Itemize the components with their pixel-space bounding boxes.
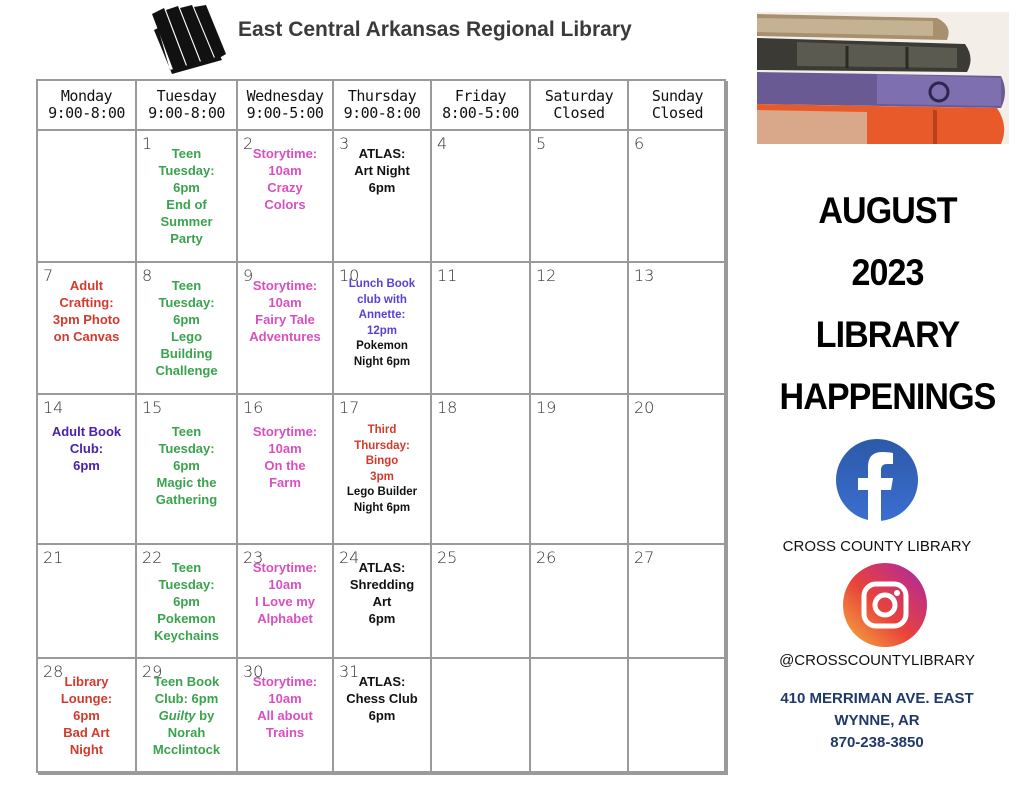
event-line: Bingo: [365, 455, 399, 467]
event-line: Challenge: [155, 363, 218, 378]
day-name: Sunday: [651, 87, 704, 105]
event-line: Summer: [160, 214, 213, 229]
event-line: 6pm: [368, 180, 396, 195]
event-line: Party: [170, 231, 203, 246]
address-street: 410 MERRIMAN AVE. EAST: [780, 690, 974, 707]
title-line-library: LIBRARY: [815, 314, 960, 355]
day-header-thursday: [334, 81, 432, 131]
day-header-saturday: [531, 81, 629, 131]
day-number: 13: [634, 266, 655, 285]
event-line: 6pm: [73, 458, 100, 473]
event-line: Club:: [69, 441, 104, 456]
event-line: Adult: [69, 278, 104, 293]
event-line: Bad Art: [63, 725, 110, 740]
books-stack-icon: [757, 12, 1009, 144]
calendar-grid: [36, 79, 726, 773]
event-line: Teen: [171, 560, 202, 575]
day-number: 25: [437, 548, 458, 567]
event-line: Lunch Book: [348, 278, 416, 290]
day-header-sunday: [629, 81, 728, 131]
event-line: Tuesday:: [158, 295, 215, 310]
day-number: 4: [437, 134, 448, 153]
event-line: Third: [367, 424, 397, 436]
instagram-icon[interactable]: [842, 562, 928, 648]
event-line: Lego: [170, 329, 203, 344]
event-line: Storytime:: [252, 560, 318, 575]
day-number: 18: [437, 398, 458, 417]
event-line: 12pm: [366, 324, 398, 337]
calendar-day: [238, 659, 334, 775]
event-line: Storytime:: [252, 278, 318, 293]
event-text: [139, 423, 234, 508]
event-line: Teen: [171, 278, 202, 293]
event-line: Art Night: [354, 163, 410, 178]
event-line: 6pm: [173, 180, 200, 195]
event-line: 6pm: [368, 611, 396, 626]
calendar-day: [629, 545, 728, 659]
day-hours: 9:00-8:00: [343, 104, 421, 122]
title-line-month: AUGUST: [818, 190, 957, 231]
event-line: Tuesday:: [158, 577, 215, 592]
calendar-day: [531, 545, 629, 659]
event-line: Night 6pm: [353, 501, 411, 514]
day-number: 24: [339, 548, 360, 567]
event-line: Farm: [269, 475, 301, 490]
calendar-day: [238, 131, 334, 263]
day-header-tuesday: [137, 81, 238, 131]
event-line: Shredding: [349, 577, 415, 592]
day-number: 6: [634, 134, 645, 153]
event-line: Pokemon: [356, 340, 408, 352]
day-hours: 9:00-5:00: [246, 104, 324, 122]
event-text: [139, 559, 234, 644]
event-line: 10am: [268, 295, 302, 310]
event-text: [240, 277, 330, 345]
calendar-day: [38, 263, 137, 395]
calendar-day: [432, 263, 531, 395]
event-text: [240, 673, 330, 741]
day-name: Saturday: [544, 87, 614, 105]
day-name: Friday: [454, 87, 507, 105]
event-line: Storytime:: [252, 424, 318, 439]
day-name: Monday: [60, 87, 113, 105]
calendar-day: [432, 659, 531, 775]
day-number: 27: [634, 548, 655, 567]
event-line: 6pm: [173, 312, 200, 327]
event-line: Mcclintock: [152, 742, 221, 757]
calendar-day: [531, 263, 629, 395]
calendar-day: [531, 395, 629, 545]
day-name: Wednesday: [246, 87, 324, 105]
address-block: [762, 688, 992, 754]
day-number: 14: [43, 398, 64, 417]
book-title: Guilty: [158, 708, 196, 723]
event-line: Crafting:: [59, 295, 114, 310]
day-number: 26: [536, 548, 557, 567]
calendar-day: [137, 545, 238, 659]
calendar-day: [238, 395, 334, 545]
page-title: [770, 186, 1005, 434]
event-line: Pokemon: [157, 611, 216, 626]
event-text: [40, 423, 133, 474]
event-text: [139, 145, 234, 247]
event-line: Night 6pm: [353, 355, 411, 368]
event-line: Adult Book: [51, 424, 122, 439]
event-text: [240, 145, 330, 213]
day-number: 3: [339, 134, 350, 153]
facebook-label: CROSS COUNTY LIBRARY: [782, 538, 972, 555]
event-line: Alphabet: [257, 611, 313, 626]
day-number: 19: [536, 398, 557, 417]
day-number: 8: [142, 266, 153, 285]
event-line: Night: [69, 742, 104, 757]
calendar-day: [334, 395, 432, 545]
calendar-day: [238, 263, 334, 395]
event-line: I Love my: [255, 594, 315, 609]
event-line: Tuesday:: [158, 441, 215, 456]
event-line: Teen: [171, 424, 202, 439]
event-line: club with: [357, 293, 407, 306]
day-number: 21: [43, 548, 64, 567]
day-number: 17: [339, 398, 360, 417]
calendar-day: [38, 131, 137, 263]
day-header-monday: [38, 81, 137, 131]
calendar-day: [137, 131, 238, 263]
event-line: Crazy: [267, 180, 303, 195]
facebook-icon[interactable]: [835, 438, 919, 522]
day-number: 1: [142, 134, 153, 153]
event-line: Colors: [264, 197, 306, 212]
day-hours: Closed: [553, 104, 605, 122]
event-line: 10am: [268, 577, 302, 592]
event-line: 10am: [268, 691, 302, 706]
phone-number: 870-238-3850: [830, 734, 924, 751]
event-line: Club: 6pm: [154, 691, 219, 706]
event-line: Teen Book: [153, 674, 220, 689]
event-line: Lego Builder: [346, 486, 418, 498]
event-line: Teen: [171, 146, 202, 161]
event-line: Gathering: [155, 492, 218, 507]
event-line: 6pm: [173, 594, 200, 609]
event-text: [40, 673, 133, 758]
event-line: Chess Club: [346, 691, 418, 706]
event-line: Guilty by: [158, 708, 215, 723]
event-text: [336, 559, 428, 627]
day-name: Thursday: [347, 87, 417, 105]
day-number: 31: [339, 662, 360, 681]
calendar-day: [334, 545, 432, 659]
calendar-day: [629, 395, 728, 545]
event-line: ATLAS:: [358, 560, 406, 575]
event-text: [139, 277, 234, 379]
calendar-day: [334, 131, 432, 263]
event-line: Norah: [167, 725, 206, 740]
day-number: 28: [43, 662, 64, 681]
event-line: End of: [166, 197, 207, 212]
event-line: ATLAS:: [358, 146, 406, 161]
calendar-day: [432, 395, 531, 545]
day-number: 23: [243, 548, 264, 567]
event-text: [336, 673, 428, 724]
event-line: All about: [257, 708, 313, 723]
day-header-friday: [432, 81, 531, 131]
library-logo-icon: [150, 4, 228, 74]
event-line: Library: [64, 674, 109, 689]
day-number: 2: [243, 134, 254, 153]
event-line: Tuesday:: [158, 163, 215, 178]
event-text: [240, 559, 330, 627]
event-text: [240, 423, 330, 491]
day-name: Tuesday: [156, 87, 217, 105]
event-text: [139, 673, 234, 758]
event-line: Storytime:: [252, 674, 318, 689]
event-line: Keychains: [153, 628, 220, 643]
event-text: [336, 277, 428, 370]
calendar-day: [137, 263, 238, 395]
calendar-day: [238, 545, 334, 659]
event-text: [336, 423, 428, 516]
event-text: [40, 277, 133, 345]
event-line: 10am: [268, 163, 302, 178]
event-text: [336, 145, 428, 196]
calendar-day: [432, 545, 531, 659]
event-line: On the: [264, 458, 306, 473]
event-line: on Canvas: [53, 329, 120, 344]
event-line: Lounge:: [60, 691, 113, 706]
event-line: 6pm: [173, 458, 200, 473]
calendar-day: [432, 131, 531, 263]
event-line: 3pm Photo: [52, 312, 121, 327]
title-line-happenings: HAPPENINGS: [779, 376, 996, 417]
day-hours: Closed: [651, 104, 704, 122]
title-line-year: 2023: [851, 252, 924, 293]
event-line: Adventures: [249, 329, 321, 344]
event-line: Thursday:: [354, 439, 410, 452]
day-number: 5: [536, 134, 547, 153]
library-name: East Central Arkansas Regional Library: [238, 18, 632, 41]
event-line: Annette:: [358, 309, 406, 321]
calendar-day: [137, 395, 238, 545]
day-hours: 9:00-8:00: [148, 104, 225, 122]
calendar-day: [531, 659, 629, 775]
day-hours: 9:00-8:00: [48, 104, 125, 122]
event-line: ATLAS:: [358, 674, 406, 689]
calendar-day: [334, 659, 432, 775]
day-header-wednesday: [238, 81, 334, 131]
event-line: Storytime:: [252, 146, 318, 161]
day-number: 7: [43, 266, 54, 285]
day-number: 12: [536, 266, 557, 285]
day-number: 9: [243, 266, 254, 285]
event-line: Trains: [265, 725, 305, 740]
calendar-day: [531, 131, 629, 263]
calendar-day: [629, 659, 728, 775]
event-line: 6pm: [368, 708, 396, 723]
day-number: 29: [142, 662, 163, 681]
calendar-day: [38, 659, 137, 775]
day-number: 11: [437, 266, 458, 285]
day-hours: 8:00-5:00: [442, 104, 519, 122]
calendar-day: [137, 659, 238, 775]
event-line: Fairy Tale: [255, 312, 315, 327]
event-line: 6pm: [73, 708, 100, 723]
day-number: 20: [634, 398, 655, 417]
day-number: 15: [142, 398, 163, 417]
calendar-day: [334, 263, 432, 395]
day-number: 16: [243, 398, 264, 417]
calendar-day: [38, 545, 137, 659]
day-number: 30: [243, 662, 264, 681]
calendar-day: [38, 395, 137, 545]
event-line: Art: [372, 594, 392, 609]
event-line: 10am: [268, 441, 302, 456]
event-line: 3pm: [370, 470, 394, 483]
event-line: Building: [160, 346, 213, 361]
calendar-day: [629, 131, 728, 263]
day-number: 22: [142, 548, 163, 567]
instagram-handle: @CROSSCOUNTYLIBRARY: [779, 652, 975, 669]
event-line: Magic the: [156, 475, 217, 490]
day-number: 10: [339, 266, 360, 285]
address-city: WYNNE, AR: [834, 712, 920, 729]
calendar-day: [629, 263, 728, 395]
